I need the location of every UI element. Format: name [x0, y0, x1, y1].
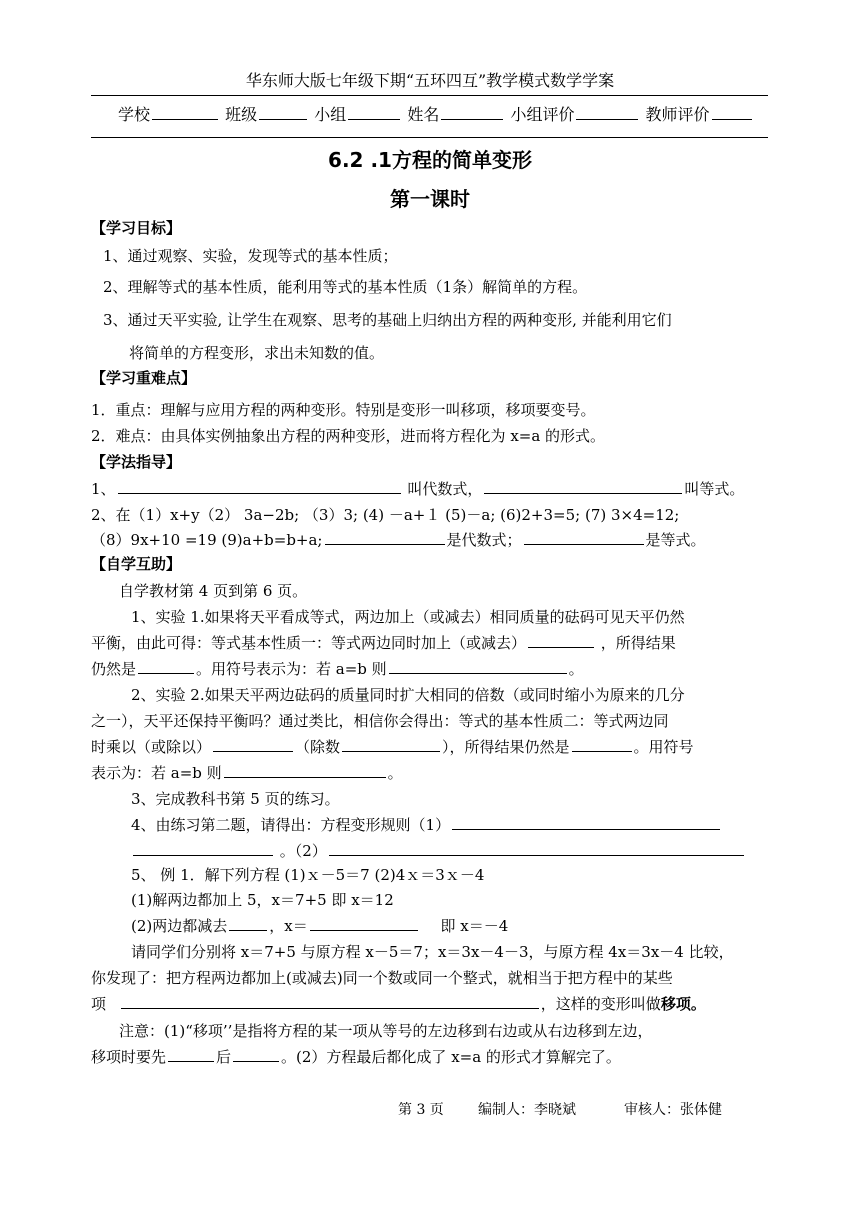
solution-1: (1)解两边都加上 5，x＝7+5 即 x＝12 [131, 891, 394, 909]
solution-2-blank-x[interactable] [310, 916, 418, 931]
methods-q2-line1: 2、在（1）x+y（2） 3a−2b; （3）3; (4) －a+１ (5)－a; (6)2+3=5; (7) 3×4=12; [91, 506, 680, 524]
q2-text-equation: 是等式。 [645, 531, 706, 549]
field-group-eval-blank[interactable] [576, 105, 638, 120]
example-1: 5、 例 1．解下列方程 (1)ｘ－5＝7 (2)4ｘ＝3ｘ－4 [131, 866, 485, 884]
solution-2-text: ，x＝ [269, 917, 308, 935]
exp2-text: 时乘以（或除以） [91, 738, 212, 756]
exp1-text: 。 [568, 660, 584, 678]
note-blank-first[interactable] [168, 1047, 214, 1062]
keypoints-heading: 【学习重难点】 [91, 369, 197, 387]
q1-num: 1、 [91, 480, 116, 498]
exp2-line2: 之一），天平还保持平衡吗？通过类比，相信你会得出：等式的基本性质二：等式两边同 [91, 712, 669, 730]
rule-blank-1[interactable] [452, 815, 720, 830]
methods-q2-line2 [91, 529, 706, 551]
item-4-text: 。（2） [279, 842, 327, 860]
lesson-subtitle: 第一课时 [390, 187, 470, 211]
footer-page: 第 3 页 [398, 1102, 444, 1118]
solution-2 [131, 915, 508, 937]
para-text: ，这样的变形叫做 [540, 995, 661, 1013]
exp2-blank-symbol[interactable] [224, 763, 386, 778]
self-study-intro: 自学教材第 4 页到第 6 页。 [119, 582, 308, 600]
solution-2-blank-subtract[interactable] [229, 916, 267, 931]
goal-item: 1、通过观察、实验，发现等式的基本性质； [103, 247, 398, 265]
exp1-blank-same[interactable] [528, 633, 594, 648]
field-class-label: 班级 [225, 105, 258, 124]
info-fields-row [118, 104, 754, 126]
para-text: 项 [91, 995, 107, 1013]
exp1-text: 平衡，由此可得：等式基本性质一：等式两边同时加上（或减去） [91, 634, 527, 652]
para-compare-3 [91, 993, 706, 1015]
exp2-line4 [91, 762, 403, 784]
header-rule-bottom [91, 137, 768, 138]
field-school-label: 学校 [118, 105, 151, 124]
q1-text-a: 叫代数式， [407, 480, 483, 498]
goals-heading: 【学习目标】 [91, 219, 182, 237]
exp2-text: 。用符号 [633, 738, 694, 756]
para-compare-1: 请同学们分别将 x＝7+5 与原方程 x－5＝7；x＝3x－4－3，与原方程 4x＝3x－4 比较， [131, 943, 734, 961]
rule-blank-2[interactable] [329, 841, 744, 856]
header-rule-top [91, 95, 768, 96]
footer-reviewer: 审核人：张体健 [624, 1102, 722, 1118]
para-compare-2: 你发现了：把方程两边都加上(或减去)同一个数或同一个整式，就相当于把方程中的某些 [91, 969, 673, 987]
note-text: 移项时要先 [91, 1048, 167, 1066]
transpose-blank[interactable] [121, 994, 539, 1009]
q2-blank-algebraic[interactable] [325, 530, 445, 545]
exp2-line3 [91, 736, 694, 758]
keypoint-item: 2．难点：由具体实例抽象出方程的两种变形，进而将方程化为 x=a 的形式。 [91, 427, 606, 445]
q1-text-b: 叫等式。 [684, 480, 745, 498]
methods-heading: 【学法指导】 [91, 453, 182, 471]
field-teacher-eval-label: 教师评价 [645, 105, 710, 124]
q2-blank-equation[interactable] [524, 530, 644, 545]
item-4-text: 4、由练习第二题，请得出：方程变形规则（1） [131, 816, 451, 834]
field-name-blank[interactable] [441, 105, 503, 120]
exp2-text: 。 [387, 764, 403, 782]
note-text: 后 [216, 1048, 232, 1066]
exp2-text: （除数 [295, 738, 341, 756]
solution-2-text: (2)两边都减去 [131, 917, 228, 935]
rule-blank-1-cont[interactable] [133, 841, 273, 856]
item-4-line2 [131, 840, 746, 862]
field-group-blank[interactable] [348, 105, 400, 120]
q1-blank-b[interactable] [484, 479, 682, 494]
goal-item: 2、理解等式的基本性质，能利用等式的基本性质（1条）解简单的方程。 [103, 278, 588, 296]
q1-blank-a[interactable] [118, 479, 401, 494]
field-group-label: 小组 [314, 105, 347, 124]
exp1-text: 仍然是 [91, 660, 137, 678]
exp2-blank-same[interactable] [213, 737, 293, 752]
q2-text-algebraic: 是代数式； [446, 531, 522, 549]
item-3: 3、完成教科书第 5 页的练习。 [131, 790, 340, 808]
keypoint-item: 1．重点：理解与应用方程的两种变形。特别是变形一叫移项，移项要变号。 [91, 401, 596, 419]
exp2-blank-result[interactable] [572, 737, 632, 752]
field-group-eval-label: 小组评价 [510, 105, 575, 124]
note-text: 。(2）方程最后都化成了 x=a 的形式才算解完了。 [281, 1048, 621, 1066]
item-4-line1 [131, 814, 722, 836]
footer-editor: 编制人：李晓斌 [478, 1102, 576, 1118]
exp1-blank-symbol[interactable] [389, 659, 567, 674]
self-study-heading: 【自学互助】 [91, 555, 182, 573]
goal-item: 将简单的方程变形，求出未知数的值。 [129, 344, 385, 362]
exp1-text: ，所得结果 [600, 634, 676, 652]
methods-q1 [91, 478, 744, 500]
goal-item: 3、通过天平实验, 让学生在观察、思考的基础上归纳出方程的两种变形, 并能利用它们 [103, 311, 672, 329]
field-name-label: 姓名 [407, 105, 440, 124]
exp1-text: 。用符号表示为：若 a=b 则 [196, 660, 387, 678]
note-1: 注意：(1)“移项’’是指将方程的某一项从等号的左边移到右边或从右边移到左边， [119, 1022, 653, 1040]
exp1-line1: 1、实验 1.如果将天平看成等式，两边加上（或减去）相同质量的砝码可见天平仍然 [131, 608, 685, 626]
q2-examples-tail: （8）9x+10 =19 (9)a+b=b+a; [91, 531, 323, 549]
exp2-blank-divisor[interactable] [342, 737, 440, 752]
exp2-text: ），所得结果仍然是 [442, 738, 570, 756]
exp1-line2 [91, 632, 676, 654]
field-school-blank[interactable] [152, 105, 218, 120]
field-class-blank[interactable] [259, 105, 307, 120]
field-teacher-eval-blank[interactable] [712, 105, 752, 120]
note-blank-then[interactable] [233, 1047, 279, 1062]
exp2-text: 表示为：若 a=b 则 [91, 764, 222, 782]
term-transpose: 移项。 [660, 995, 706, 1013]
exp2-line1: 2、实验 2.如果天平两边砝码的质量同时扩大相同的倍数（或同时缩小为原来的几分 [131, 686, 685, 704]
header-title: 华东师大版七年级下期“五环四互”教学模式数学学案 [245, 71, 615, 90]
exp1-line3 [91, 658, 584, 680]
exp1-blank-result[interactable] [138, 659, 194, 674]
note-2 [91, 1046, 621, 1068]
lesson-title: 6.2 .1方程的简单变形 [328, 148, 532, 172]
solution-2-text: 即 x＝－4 [440, 917, 509, 935]
